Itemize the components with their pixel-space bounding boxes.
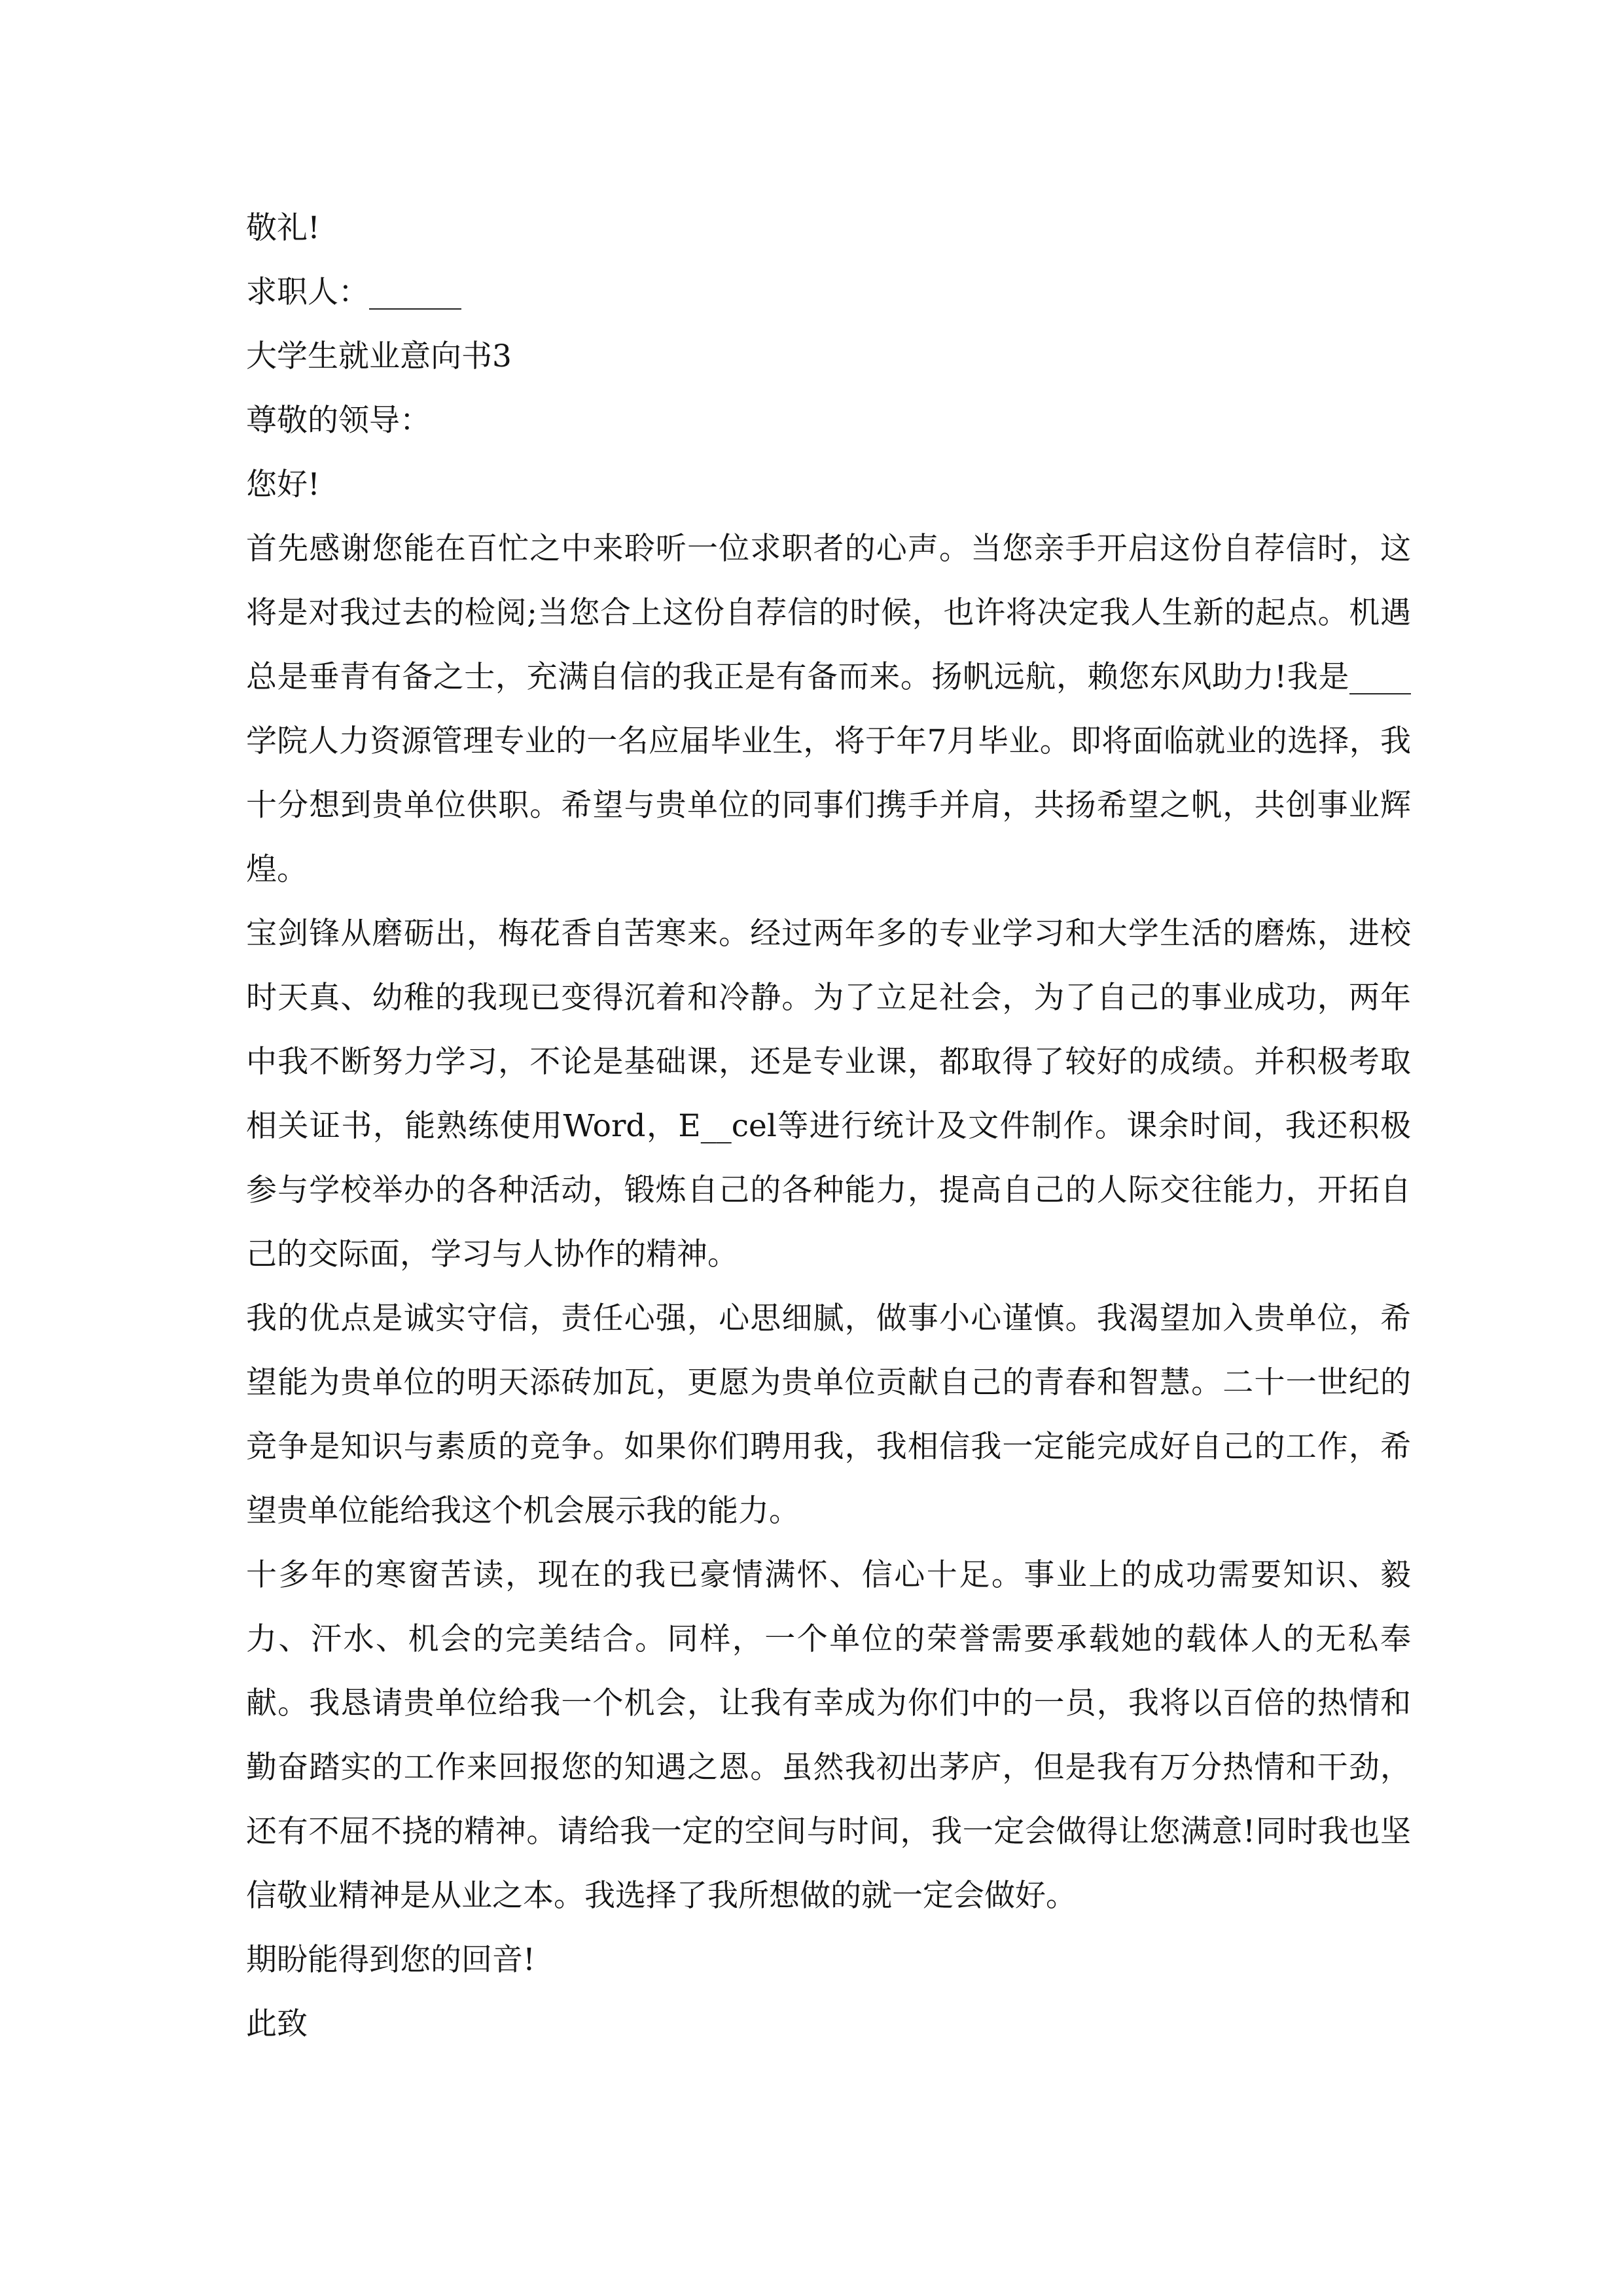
closing-cizhi: 此致 [246,2006,308,2042]
greeting-hello: 您好! [246,467,320,503]
greeting-addressee: 尊敬的领导： [246,403,431,439]
letter-body [246,196,1411,2056]
paragraph-strengths: 我的优点是诚实守信，责任心强，心思细腻，做事小心谨慎。我渴望加入贵单位，希望能为贵单位的明天添砖加瓦，更愿为贵单位贡献自己的青春和智慧。二十一世纪的竞争是知识与素质的竞争。如果你们聘用我，我相信我一定能完成好自己的工作，希望贵单位能给我这个机会展示我的能力。 [246,1300,1411,1529]
closing-hope: 期盼能得到您的回音! [246,1942,535,1978]
paragraph-intro: 首先感谢您能在百忙之中来聆听一位求职者的心声。当您亲手开启这份自荐信时，这将是对我过去的检阅;当您合上这份自荐信的时候，也许将决定我人生新的起点。机遇总是垂青有备之士，充满自信的我正是有备而来。扬帆远航，赖您东风助力!我是____学院人力资源管理专业的一名应届毕业生，将于年7月毕业。即将面临就业的选择，我十分想到贵单位供职。希望与贵单位的同事们携手并肩，共扬希望之帆，共创事业辉煌。 [246,531,1411,888]
section-title: 大学生就业意向书3 [246,338,512,374]
applicant-signature-line: 求职人：______ [246,274,461,310]
salutation-closing: 敬礼! [246,210,320,246]
paragraph-study: 宝剑锋从磨砺出，梅花香自苦寒来。经过两年多的专业学习和大学生活的磨炼，进校时天真、幼稚的我现已变得沉着和冷静。为了立足社会，为了自己的事业成功，两年中我不断努力学习，不论是基础课，还是专业课，都取得了较好的成绩。并积极考取相关证书，能熟练使用Word，E__cel等进行统计及文件制作。课余时间，我还积极参与学校举办的各种活动，锻炼自己的各种能力，提高自己的人际交往能力，开拓自己的交际面，学习与人协作的精神。 [246,916,1411,1272]
paragraph-commitment: 十多年的寒窗苦读，现在的我已豪情满怀、信心十足。事业上的成功需要知识、毅力、汗水、机会的完美结合。同样，一个单位的荣誉需要承载她的载体人的无私奉献。我恳请贵单位给我一个机会，让我有幸成为你们中的一员，我将以百倍的热情和勤奋踏实的工作来回报您的知遇之恩。虽然我初出茅庐，但是我有万分热情和干劲，还有不屈不挠的精神。请给我一定的空间与时间，我一定会做得让您满意!同时我也坚信敬业精神是从业之本。我选择了我所想做的就一定会做好。 [246,1557,1411,1914]
